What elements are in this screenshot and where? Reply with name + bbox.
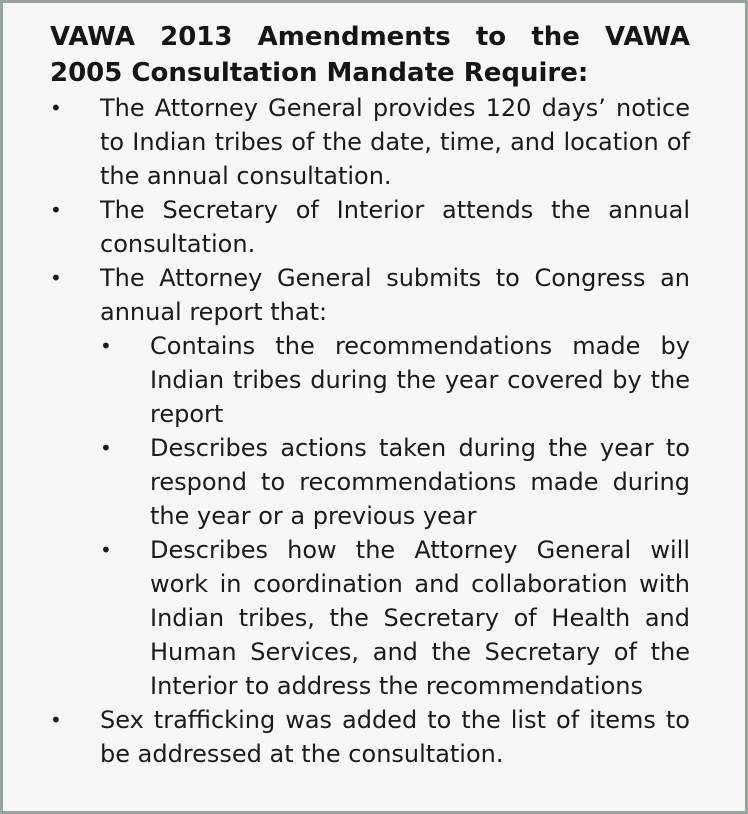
bullet-icon: • [100,538,112,562]
list-item [50,193,690,261]
list-item-text: The Attorney General submits to Congress an annual report that: [100,264,690,326]
list-item-text: The Secretary of Interior attends the annual consultation. [100,196,690,258]
bullet-icon: • [100,334,112,358]
panel-title: VAWA 2013 Amendments to the VAWA 2005 Consultation Mandate Require: [50,22,690,88]
mandate-list [50,91,690,771]
list-item-text: Sex trafficking was added to the list of items to be addressed at the consultation. [100,706,690,768]
list-item-text: The Attorney General provides 120 days’ notice to Indian tribes of the date, time, and location of the annual consultation. [100,94,690,190]
sub-list-item [100,329,690,431]
list-item [50,261,690,703]
bullet-icon: • [100,436,112,460]
sub-list-item-text: Contains the recommendations made by Indian tribes during the year covered by the report [150,332,690,428]
list-item [50,91,690,193]
list-item [50,703,690,771]
bullet-icon: • [50,198,62,222]
sub-list-item [100,533,690,703]
bullet-icon: • [50,266,62,290]
sub-list-item [100,431,690,533]
bullet-icon: • [50,96,62,120]
bullet-icon: • [50,708,62,732]
sub-list-item-text: Describes how the Attorney General will work in coordination and collaboration with Indian tribes, the Secretary of Health and Human Services, and the Secretary of the Interior to address the recommendations [150,536,690,700]
sub-list-item-text: Describes actions taken during the year to respond to recommendations made during the year or a previous year [150,434,690,530]
report-sublist [100,329,690,703]
